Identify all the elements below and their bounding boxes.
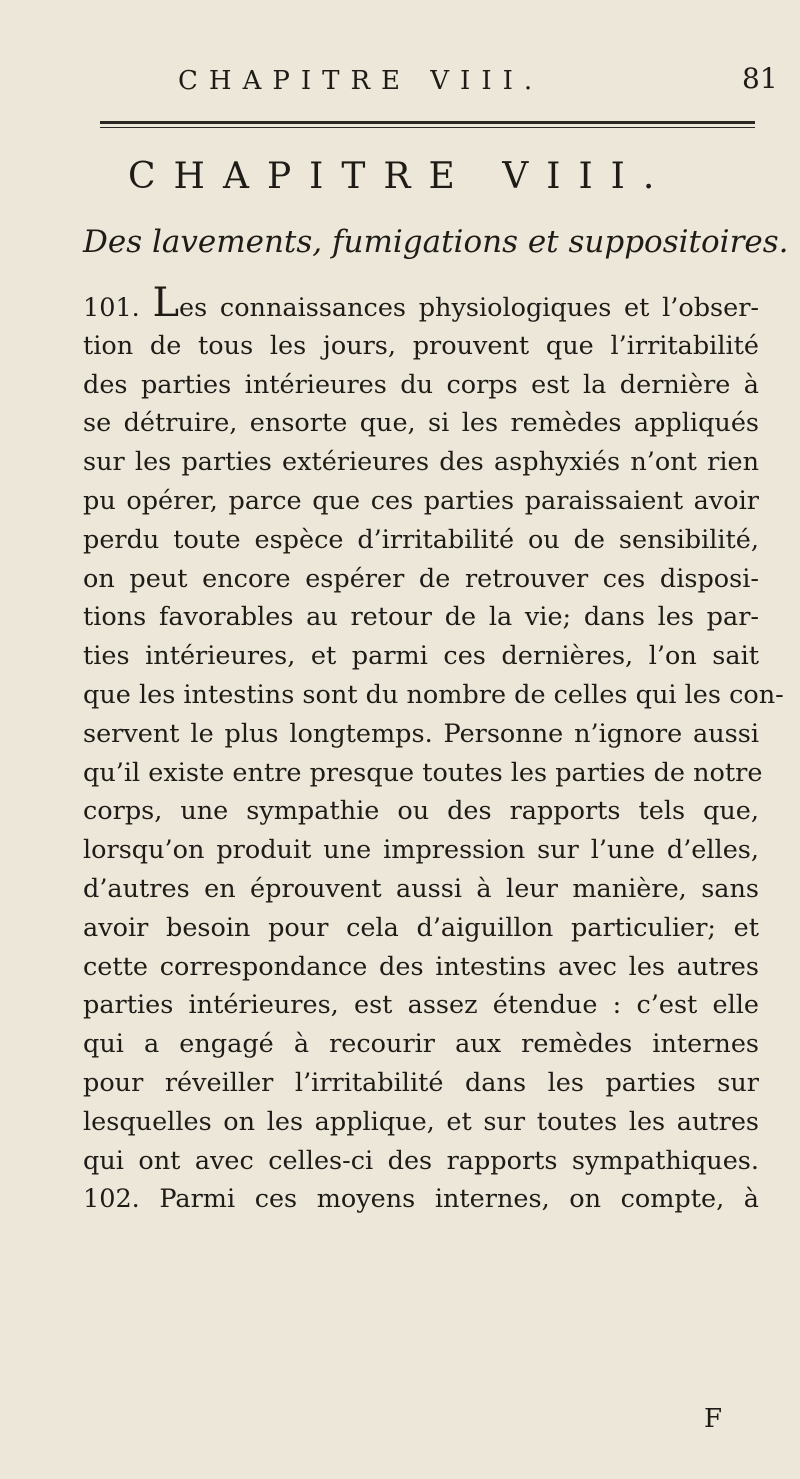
text-line: cette correspondance des intestins avec les autres: [83, 951, 759, 982]
text-line: qui a engagé à recourir aux remèdes internes: [83, 1029, 759, 1060]
paragraph-number: 101.: [83, 293, 140, 323]
signature-mark: F: [704, 1404, 723, 1434]
chapter-title: CHAPITRE VIII.: [128, 156, 673, 197]
text-line: corps, une sympathie ou des rapports tels que,: [83, 796, 759, 827]
text-line: tions favorables au retour de la vie; dans les par-: [83, 602, 759, 633]
text-line: pour réveiller l’irritabilité dans les parties sur: [83, 1067, 759, 1098]
text-line: ties intérieures, et parmi ces dernières, l’on sait: [83, 641, 759, 672]
running-head: CHAPITRE VIII.: [178, 66, 544, 96]
header-rule-thick: [100, 121, 755, 124]
text-line-start: es connaissances physiologiques et l’obser-: [179, 293, 759, 323]
text-line: que les intestins sont du nombre de celles qui les con-: [83, 679, 784, 710]
text-line-first: [83, 280, 759, 327]
text-line: parties intérieures, est assez étendue : c’est elle: [83, 990, 759, 1021]
text-line: tion de tous les jours, prouvent que l’irritabilité: [83, 330, 759, 361]
text-line: d’autres en éprouvent aussi à leur manière, sans: [83, 873, 759, 904]
text-line: 102. Parmi ces moyens internes, on compte, à: [83, 1184, 759, 1215]
text-line: on peut encore espérer de retrouver ces disposi-: [83, 563, 759, 594]
text-line: se détruire, ensorte que, si les remèdes appliqués: [83, 408, 759, 439]
text-line: des parties intérieures du corps est la dernière à: [83, 369, 759, 400]
body-text: [83, 280, 784, 1219]
header-rule-thin: [100, 127, 755, 128]
section-subtitle: Des lavements, fumigations et suppositoires.: [83, 224, 789, 260]
text-line: perdu toute espèce d’irritabilité ou de sensibilité,: [83, 524, 759, 555]
page-number: 81: [742, 62, 778, 95]
text-line: lesquelles on les applique, et sur toutes les autres: [83, 1106, 759, 1137]
text-line: qui ont avec celles-ci des rapports sympathiques.: [83, 1145, 759, 1176]
dropcap-letter: L: [152, 280, 180, 326]
text-line: avoir besoin pour cela d’aiguillon particulier; et: [83, 912, 759, 943]
text-line: sur les parties extérieures des asphyxiés n’ont rien: [83, 447, 759, 478]
text-line: pu opérer, parce que ces parties paraissaient avoir: [83, 485, 759, 516]
text-line: servent le plus longtemps. Personne n’ignore aussi: [83, 718, 759, 749]
text-line: lorsqu’on produit une impression sur l’une d’elles,: [83, 835, 759, 866]
text-line: qu’il existe entre presque toutes les parties de notre: [83, 757, 763, 788]
